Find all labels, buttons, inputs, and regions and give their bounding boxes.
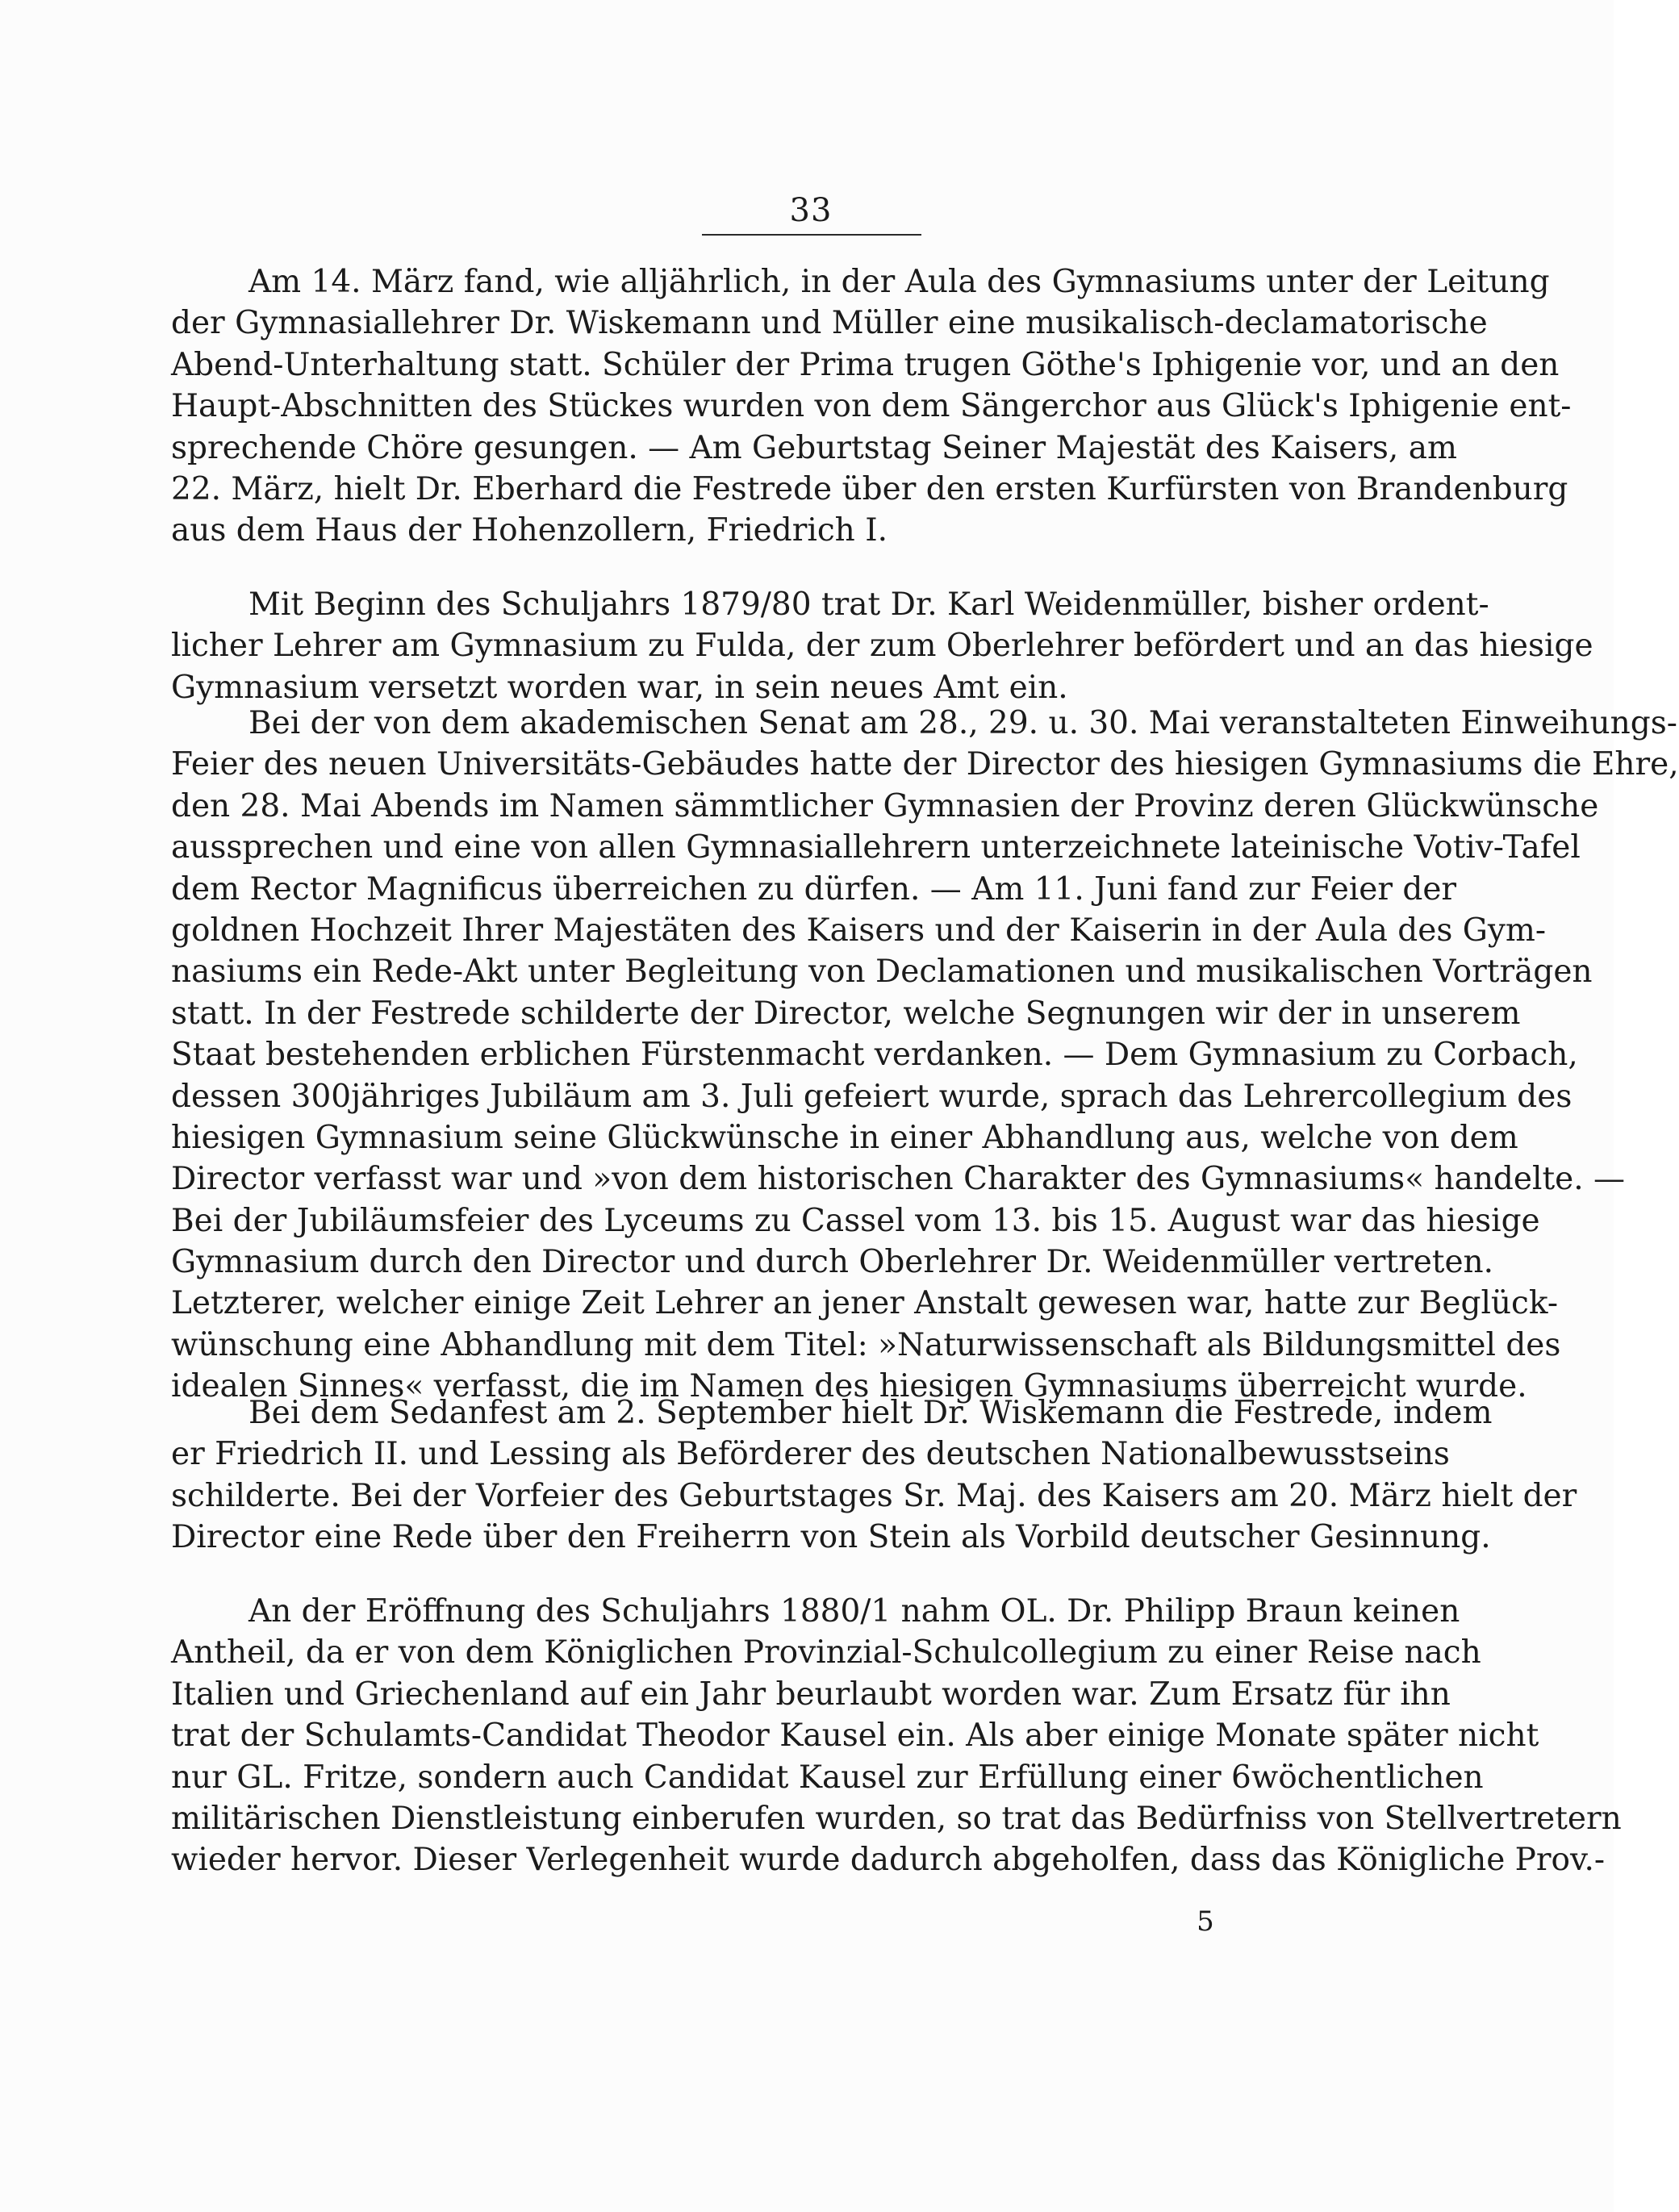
text-line: wünschung eine Abhandlung mit dem Titel: »Naturwissenschaft als Bildungsmittel des [171,1326,1561,1363]
text-line: Staat bestehenden erblichen Fürstenmacht verdanken. — Dem Gymnasium zu Corbach, [171,1037,1578,1074]
text-line: militärischen Dienstleistung einberufen wurden, so trat das Bedürfniss von Stellvertretern [171,1800,1622,1837]
text-line: idealen Sinnes« verfasst, die im Namen des hiesigen Gymnasiums überreicht wurde. [171,1368,1527,1405]
text-line: 22. März, hielt Dr. Eberhard die Festrede über den ersten Kurfürsten von Brandenburg [171,470,1568,507]
text-line: nur GL. Fritze, sondern auch Candidat Kausel zur Erfüllung einer 6wöchentlichen [171,1759,1484,1796]
text-line: aussprechen und eine von allen Gymnasiallehrern unterzeichnete lateinische Votiv-Tafel [171,829,1581,866]
text-line: Am 14. März fand, wie alljährlich, in der Aula des Gymnasiums unter der Leitung [249,264,1550,300]
text-line: Gymnasium durch den Director und durch Oberlehrer Dr. Weidenmüller vertreten. [171,1244,1494,1281]
text-line: sprechende Chöre gesungen. — Am Geburtstag Seiner Majestät des Kaisers, am [171,429,1457,466]
text-line: trat der Schulamts-Candidat Theodor Kausel ein. Als aber einige Monate später nicht [171,1717,1539,1755]
paragraph-university-building [171,703,1679,1408]
text-line: goldnen Hochzeit Ihrer Majestäten des Kaisers und der Kaiserin in der Aula des Gym- [171,912,1547,949]
text-line: den 28. Mai Abends im Namen sämmtlicher Gymnasien der Provinz deren Glückwünsche [171,787,1599,824]
page-number: 33 [789,192,833,229]
text-line: dem Rector Magnificus überreichen zu dürfen. — Am 11. Juni fand zur Feier der [171,870,1457,908]
text-line: hiesigen Gymnasium seine Glückwünsche in einer Abhandlung aus, welche von dem [171,1119,1518,1156]
text-line: Director verfasst war und »von dem historischen Charakter des Gymnasiums« handelte. — [171,1161,1625,1198]
text-line: Mit Beginn des Schuljahrs 1879/80 trat Dr. Karl Weidenmüller, bisher ordent- [249,586,1489,623]
text-line: Gymnasium versetzt worden war, in sein neues Amt ein. [171,669,1068,706]
text-line: An der Eröffnung des Schuljahrs 1880/1 nahm OL. Dr. Philipp Braun keinen [249,1593,1460,1630]
text-line: Director eine Rede über den Freiherrn von Stein als Vorbild deutscher Gesinnung. [171,1519,1491,1556]
text-line: Italien und Griechenland auf ein Jahr beurlaubt worden war. Zum Ersatz für ihn [171,1676,1451,1713]
text-line: statt. In der Festrede schilderte der Director, welche Segnungen wir der in unserem [171,995,1521,1032]
text-line: er Friedrich II. und Lessing als Beförderer des deutschen Nationalbewusstseins [171,1436,1450,1473]
text-line: nasiums ein Rede-Akt unter Begleitung von Declamationen und musikalischen Vorträgen [171,954,1593,991]
text-line: aus dem Haus der Hohenzollern, Friedrich I. [171,512,888,549]
paragraph-sedanfest [171,1392,1577,1559]
text-line: wieder hervor. Dieser Verlegenheit wurde dadurch abgeholfen, dass das Königliche Prov.- [171,1842,1606,1879]
text-line: Bei der von dem akademischen Senat am 28., 29. u. 30. Mai veranstalteten Einweihungs- [249,705,1677,741]
paragraph-schuljahr-1880 [171,1591,1622,1881]
text-line: Haupt-Abschnitten des Stückes wurden von dem Sängerchor aus Glück's Iphigenie ent- [171,388,1572,425]
text-line: dessen 300jähriges Jubiläum am 3. Juli gefeiert wurde, sprach das Lehrercollegium des [171,1078,1572,1115]
signature-mark: 5 [1197,1905,1214,1938]
text-line: Abend-Unterhaltung statt. Schüler der Prima trugen Göthe's Iphigenie vor, und an den [171,346,1560,383]
text-line: Feier des neuen Universitäts-Gebäudes hatte der Director des hiesigen Gymnasiums die Ehre, [171,746,1679,783]
text-line: licher Lehrer am Gymnasium zu Fulda, der zum Oberlehrer befördert und an das hiesige [171,628,1593,665]
text-line: Bei dem Sedanfest am 2. September hielt Dr. Wiskemann die Festrede, indem [249,1395,1493,1431]
text-line: schilderte. Bei der Vorfeier des Geburtstages Sr. Maj. des Kaisers am 20. März hielt der [171,1477,1577,1514]
paragraph-aula-concert [171,261,1572,552]
text-line: Bei der Jubiläumsfeier des Lyceums zu Cassel vom 13. bis 15. August war das hiesige [171,1202,1540,1239]
text-line: der Gymnasiallehrer Dr. Wiskemann und Müller eine musikalisch-declamatorische [171,305,1488,342]
text-line: Letzterer, welcher einige Zeit Lehrer an jener Anstalt gewesen war, hatte zur Beglück- [171,1285,1559,1322]
header-rule [702,234,921,236]
paragraph-weidenmueller [171,584,1593,708]
text-line: Antheil, da er von dem Königlichen Provinzial-Schulcollegium zu einer Reise nach [171,1634,1481,1672]
